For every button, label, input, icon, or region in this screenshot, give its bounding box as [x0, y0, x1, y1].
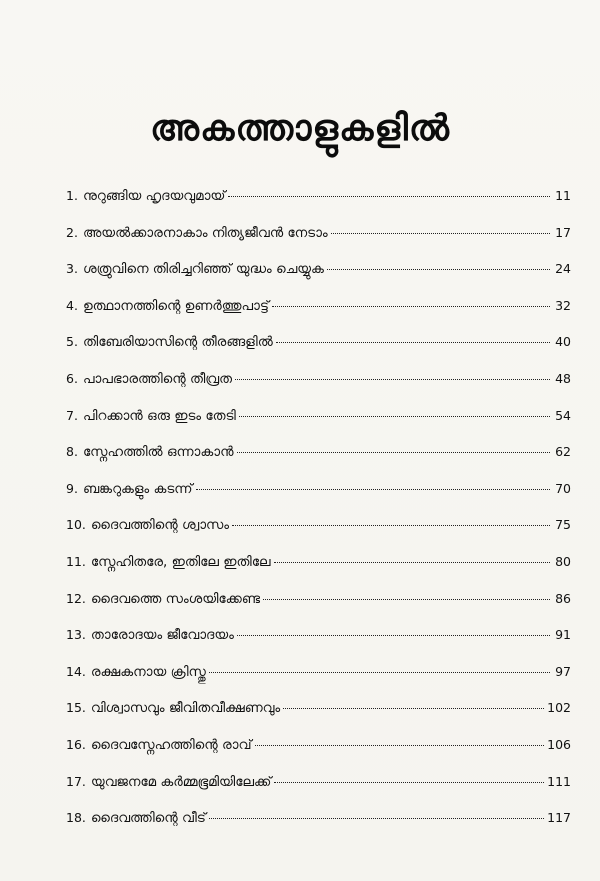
toc-entry-number: 3. — [66, 261, 78, 277]
toc-entry — [66, 700, 571, 737]
toc-entry — [66, 554, 571, 591]
toc-entry-title: ദൈവസ്നേഹത്തിന്റെ രാവ് — [90, 736, 252, 753]
toc-entry — [66, 591, 571, 628]
toc-entry-page: 106 — [547, 736, 571, 752]
toc-entry — [66, 627, 571, 664]
dot-leader — [237, 634, 550, 636]
toc-entry-page: 80 — [555, 553, 571, 569]
toc-entry-title: പാപഭാരത്തിന്റെ തീവ്രത — [82, 370, 233, 387]
dot-leader — [196, 488, 550, 490]
table-of-contents — [66, 188, 571, 847]
toc-entry-number: 4. — [66, 297, 78, 313]
toc-entry-number: 18. — [66, 810, 86, 826]
toc-entry-page: 86 — [555, 590, 571, 606]
toc-entry-title: ഉത്ഥാനത്തിന്റെ ഉണർത്തുപാട്ട് — [82, 297, 269, 314]
toc-entry-page: 97 — [555, 663, 571, 679]
toc-entry-number: 16. — [66, 736, 86, 752]
dot-leader — [228, 195, 550, 197]
toc-entry-page: 40 — [555, 334, 571, 350]
dot-leader — [327, 268, 550, 270]
toc-entry-number: 12. — [66, 590, 86, 606]
toc-entry-page: 70 — [555, 480, 571, 496]
dot-leader — [274, 781, 544, 783]
toc-entry-number: 13. — [66, 627, 86, 643]
toc-entry — [66, 334, 571, 371]
dot-leader — [237, 451, 550, 453]
dot-leader — [272, 305, 550, 307]
dot-leader — [263, 598, 550, 600]
dot-leader — [255, 744, 545, 746]
toc-entry-number: 2. — [66, 224, 78, 240]
toc-entry-page: 17 — [555, 224, 571, 240]
toc-entry — [66, 408, 571, 445]
toc-entry-page: 54 — [555, 407, 571, 423]
toc-entry-page: 32 — [555, 297, 571, 313]
dot-leader — [209, 817, 544, 819]
toc-entry-number: 14. — [66, 663, 86, 679]
toc-entry — [66, 737, 571, 774]
toc-entry-title: ദൈവത്തിന്റെ ശ്വാസം — [90, 517, 230, 534]
dot-leader — [274, 561, 551, 563]
toc-entry-title: രക്ഷകനായ ക്രിസ്തു — [90, 663, 206, 680]
toc-entry-number: 11. — [66, 553, 86, 569]
toc-entry-number: 7. — [66, 407, 78, 423]
toc-entry-title: സ്നേഹത്തിൽ ഒന്നാകാൻ — [82, 444, 234, 461]
dot-leader — [232, 524, 550, 526]
toc-entry-number: 9. — [66, 480, 78, 496]
toc-entry-title: ദൈവത്തെ സംശയിക്കേണ്ട — [90, 590, 261, 607]
toc-entry-number: 6. — [66, 370, 78, 386]
toc-entry-title: സ്നേഹിതരേ, ഇതിലേ ഇതിലേ — [90, 553, 271, 570]
toc-entry — [66, 481, 571, 518]
toc-entry — [66, 188, 571, 225]
toc-entry-page: 75 — [555, 517, 571, 533]
toc-entry-number: 17. — [66, 773, 86, 789]
toc-entry-number: 10. — [66, 517, 86, 533]
toc-entry-page: 11 — [555, 188, 571, 203]
toc-entry-page: 91 — [555, 627, 571, 643]
toc-entry-title: നുറുങ്ങിയ ഹൃദയവുമായ് — [82, 188, 226, 204]
toc-entry — [66, 371, 571, 408]
toc-entry-title: പിറക്കാൻ ഒരു ഇടം തേടി — [82, 407, 236, 424]
toc-entry-title: ദൈവത്തിന്റെ വീട് — [90, 810, 206, 827]
toc-entry-number: 15. — [66, 700, 86, 716]
page-title: അകത്താളുകളിൽ — [150, 108, 450, 149]
dot-leader — [235, 378, 550, 380]
toc-entry-title: ബങ്കറുകളും കടന്ന് — [82, 480, 193, 497]
toc-entry-title: ശത്രുവിനെ തിരിച്ചറിഞ്ഞ് യുദ്ധം ചെയ്യുക — [82, 261, 324, 278]
dot-leader — [283, 707, 544, 709]
dot-leader — [239, 415, 550, 417]
toc-entry-page: 24 — [555, 261, 571, 277]
toc-entry-page: 48 — [555, 370, 571, 386]
toc-entry-title: തിബേരിയാസിന്റെ തീരങ്ങളിൽ — [82, 334, 273, 351]
toc-entry — [66, 298, 571, 335]
toc-entry-title: അയൽക്കാരനാകാം നിത്യജീവൻ നേടാം — [82, 224, 328, 241]
toc-entry-page: 62 — [555, 444, 571, 460]
toc-entry-page: 102 — [547, 700, 571, 716]
toc-entry — [66, 774, 571, 811]
toc-entry-title: യുവജനമേ കർമ്മഭൂമിയിലേക്ക് — [90, 773, 272, 790]
toc-entry — [66, 810, 571, 847]
dot-leader — [331, 232, 550, 234]
toc-entry — [66, 664, 571, 701]
toc-entry-page: 111 — [547, 773, 571, 789]
toc-entry-title: താരോദയം ജീവോദയം — [90, 627, 234, 644]
toc-entry-number: 5. — [66, 334, 78, 350]
toc-entry-title: വിശ്വാസവും ജീവിതവീക്ഷണവും — [90, 700, 281, 717]
toc-entry-page: 117 — [547, 810, 571, 826]
toc-entry — [66, 517, 571, 554]
toc-entry-number: 8. — [66, 444, 78, 460]
toc-entry-number: 1. — [66, 188, 78, 203]
toc-entry — [66, 261, 571, 298]
toc-entry — [66, 225, 571, 262]
toc-entry — [66, 444, 571, 481]
dot-leader — [209, 671, 550, 673]
dot-leader — [276, 341, 550, 343]
